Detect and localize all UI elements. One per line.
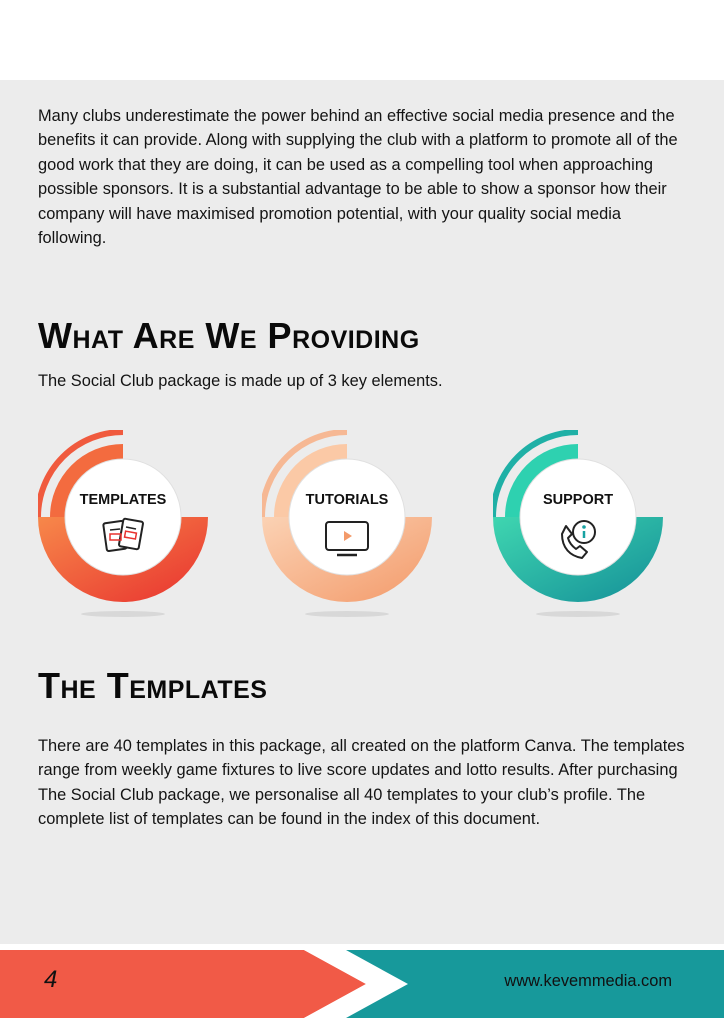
phone-info-icon — [554, 514, 602, 562]
templates-paragraph: There are 40 templates in this package, all created on the platform Canva. The templates range from weekly game fixtures to live score updates and lotto results. After purchasing The Social Club package, we personalise all 40 templates to your club’s profile. The complete list of templates can be found in the index of this document. — [38, 737, 685, 829]
website-url: www.kevemmedia.com — [504, 972, 672, 990]
intro-paragraph: Many clubs underestimate the power behind an effective social media presence and the benefits it can provide. Along with supplying the club with a platform to promote all of the good work that they are doing, it can be used as a compelling tool when approaching possible sponsors. It is a substantial advantage to be able to show a sponsor how their company will have maximised promotion potential, with your quality social media following. — [38, 107, 678, 248]
templates-badge — [38, 430, 218, 630]
section-heading-templates: The Templates — [38, 665, 268, 706]
section-heading-providing: What Are We Providing — [38, 315, 420, 356]
tutorials-label: TUTORIALS — [305, 492, 389, 508]
support-label: SUPPORT — [542, 492, 614, 508]
templates-icon — [99, 514, 147, 562]
section-subtitle: The Social Club package is made up of 3 key elements. — [38, 372, 443, 390]
monitor-play-icon — [323, 514, 371, 562]
tutorials-badge — [262, 430, 442, 630]
support-badge — [493, 430, 673, 630]
templates-label: TEMPLATES — [79, 492, 167, 508]
page-number: 4 — [44, 966, 58, 993]
